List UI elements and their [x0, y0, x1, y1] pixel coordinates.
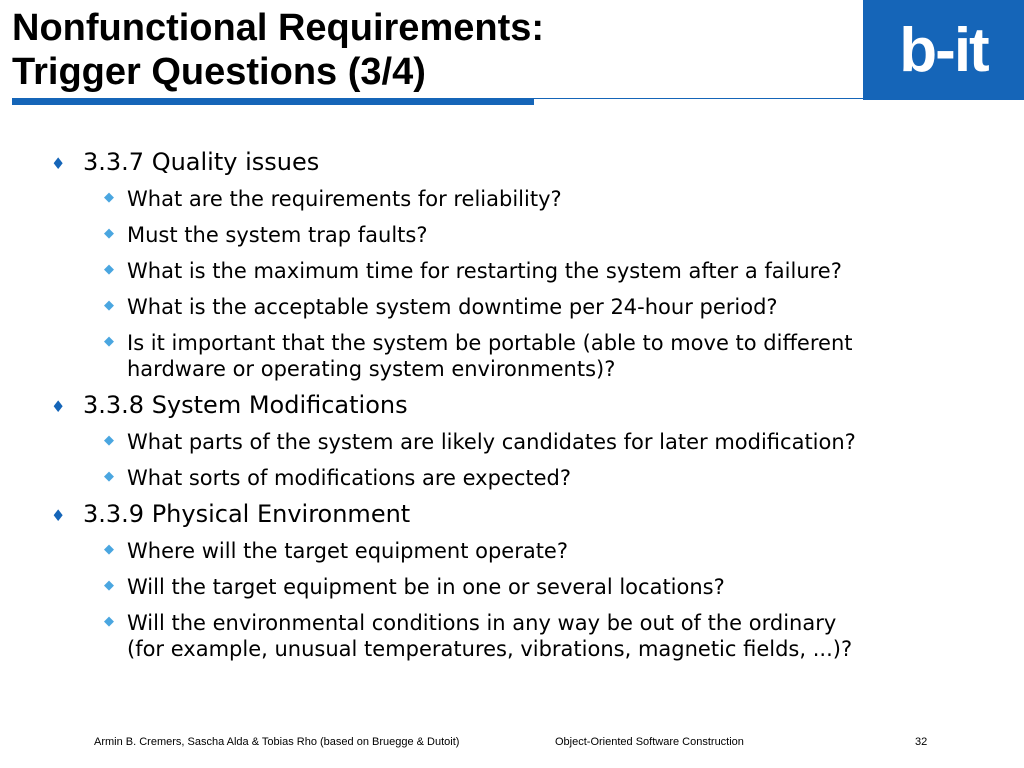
logo-text: b-it [899, 15, 988, 85]
section-bullet-icon: ♦ [51, 506, 66, 525]
section-bullet-icon: ♦ [51, 154, 66, 173]
slide-title-line2: Trigger Questions (3/4) [12, 51, 426, 93]
item-bullet-icon: ◆ [104, 433, 114, 448]
bit-logo [863, 0, 1024, 100]
item-bullet-icon: ◆ [104, 298, 114, 313]
list-item: Must the system trap faults? [127, 223, 428, 247]
list-item: What is the maximum time for restarting the system after a failure? [127, 259, 842, 283]
slide-title-line1: Nonfunctional Requirements: [12, 7, 545, 49]
item-bullet-icon: ◆ [104, 226, 114, 241]
section-heading: 3.3.8 System Modifications [83, 391, 408, 419]
item-bullet-icon: ◆ [104, 262, 114, 277]
item-bullet-icon: ◆ [104, 578, 114, 593]
list-item: What sorts of modifications are expected? [127, 466, 572, 490]
title-underline-thin [534, 98, 864, 99]
slide-title [12, 6, 544, 94]
title-underline-thick [12, 98, 534, 105]
list-item: Where will the target equipment operate? [127, 539, 568, 563]
list-item: What parts of the system are likely candidates for later modification? [127, 430, 856, 454]
list-item-continuation: hardware or operating system environments)? [127, 357, 616, 381]
list-item: Is it important that the system be portable (able to move to different [127, 331, 853, 355]
item-bullet-icon: ◆ [104, 334, 114, 349]
footer-page-number: 32 [915, 736, 928, 748]
footer-course: Object-Oriented Software Construction [555, 736, 744, 748]
section-heading: 3.3.7 Quality issues [83, 148, 320, 176]
list-item: Will the target equipment be in one or several locations? [127, 575, 725, 599]
item-bullet-icon: ◆ [104, 190, 114, 205]
item-bullet-icon: ◆ [104, 469, 114, 484]
item-bullet-icon: ◆ [104, 542, 114, 557]
list-item: What is the acceptable system downtime per 24-hour period? [127, 295, 778, 319]
list-item: What are the requirements for reliability? [127, 187, 562, 211]
section-heading: 3.3.9 Physical Environment [83, 500, 411, 528]
list-item-continuation: (for example, unusual temperatures, vibrations, magnetic fields, ...)? [127, 637, 853, 661]
footer-authors: Armin B. Cremers, Sascha Alda & Tobias Rho (based on Bruegge & Dutoit) [94, 736, 460, 748]
section-bullet-icon: ♦ [51, 397, 66, 416]
item-bullet-icon: ◆ [104, 614, 114, 629]
list-item: Will the environmental conditions in any way be out of the ordinary [127, 611, 837, 635]
